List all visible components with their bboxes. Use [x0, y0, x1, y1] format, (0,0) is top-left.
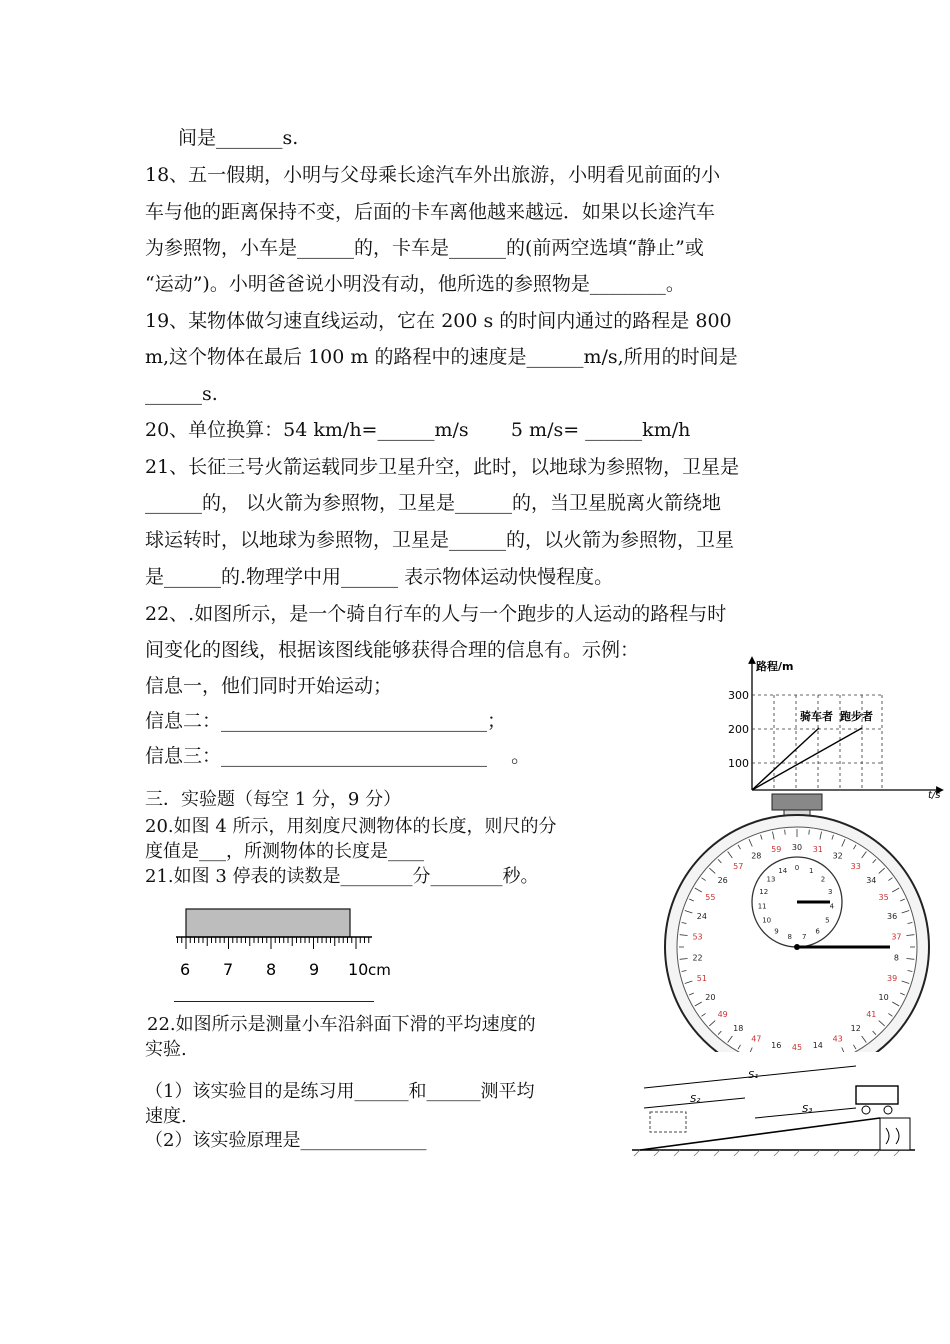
stopwatch-outer-label: 57 — [733, 862, 744, 872]
incline-s2: S₂ — [690, 1094, 701, 1105]
stopwatch-outer-label: 53 — [692, 932, 703, 942]
graph-ytick-200: 200 — [728, 723, 749, 736]
stopwatch-question: 21.如图 3 停表的读数是________分________秒。 — [145, 866, 539, 887]
stopwatch-outer-label: 49 — [717, 1009, 728, 1019]
ruler-tick-8: 8 — [266, 960, 277, 979]
stopwatch-inner-label: 0 — [794, 864, 800, 872]
stopwatch-outer-label: 30 — [791, 843, 803, 852]
stopwatch-inner-label: 5 — [825, 916, 830, 925]
graph-series-runner: 跑步者 — [840, 710, 873, 723]
line-6: 19、某物体做匀速直线运动，它在 200 s 的时间内通过的路程是 800 — [145, 310, 732, 332]
stopwatch-outer-label: 12 — [850, 1023, 861, 1033]
stopwatch-inner-label: 7 — [802, 933, 807, 942]
ruler-question-2: 度值是___，所测物体的长度是____ — [145, 841, 424, 862]
cyclist-line — [752, 728, 819, 790]
stopwatch-inner-label: 6 — [815, 927, 820, 936]
answer-underline — [174, 1001, 374, 1002]
stopwatch-outer-label: 39 — [887, 973, 898, 983]
ruler-tick-6: 6 — [180, 960, 191, 979]
stopwatch-outer-label: 33 — [850, 862, 861, 872]
stopwatch-outer-label: 31 — [812, 845, 823, 855]
stopwatch-outer-label: 10 — [878, 993, 889, 1002]
stopwatch-inner-label: 12 — [759, 888, 769, 897]
line-1: 间是_______s. — [178, 127, 299, 149]
line-15: 间变化的图线，根据该图线能够获得合理的信息有。示例： — [145, 639, 640, 661]
stopwatch-outer-label: 34 — [866, 876, 877, 886]
stopwatch-outer-label: 8 — [893, 953, 899, 963]
line-11: ______的， 以火箭为参照物，卫星是______的，当卫星脱离火箭绕地 — [145, 492, 722, 514]
stopwatch-outer-label: 36 — [887, 912, 898, 922]
incline-s1: S₁ — [748, 1070, 759, 1081]
line-9: 20、单位换算：54 km/h=______m/s 5 m/s= ______km/h — [145, 419, 691, 441]
graph-ytick-300: 300 — [728, 689, 749, 702]
stopwatch-outer-label: 14 — [812, 1040, 823, 1050]
graph-xlabel: t/s — [928, 790, 941, 800]
ruler-question-1: 20.如图 4 所示，用刻度尺测物体的长度，则尺的分 — [145, 816, 557, 837]
stopwatch-outer-label: 22 — [692, 953, 703, 963]
line-12: 球运转时，以地球为参照物，卫星是______的，以火箭为参照物，卫星 — [145, 529, 735, 551]
stopwatch-inner-label: 11 — [757, 902, 767, 911]
stopwatch-figure — [660, 790, 935, 1052]
stopwatch-outer-label: 55 — [705, 893, 716, 902]
line-7: m,这个物体在最后 100 m 的路程中的速度是______m/s,所用的时间是 — [145, 346, 738, 368]
stopwatch-inner-label: 13 — [766, 875, 776, 884]
ruler-tick-7: 7 — [223, 960, 234, 979]
line-13: 是______的.物理学中用______ 表示物体运动快慢程度。 — [145, 566, 614, 588]
line-18: 信息三：____________________________ 。 — [145, 745, 531, 767]
stopwatch-inner-label: 10 — [762, 916, 772, 925]
ruler-tick-9: 9 — [309, 960, 320, 979]
stopwatch-outer-label: 18 — [733, 1023, 744, 1033]
stopwatch-outer-label: 51 — [696, 973, 707, 983]
ruler-unit: cm — [368, 961, 391, 979]
graph-series-cyclist: 骑车者 — [800, 710, 833, 723]
stopwatch-outer-label: 35 — [878, 893, 889, 902]
graph-ytick-100: 100 — [728, 757, 749, 770]
incline-sub-1b: 速度. — [145, 1106, 187, 1127]
stopwatch-inner-label: 8 — [787, 933, 792, 942]
section-heading: 三．实验题（每空 1 分，9 分） — [145, 789, 402, 810]
stopwatch-inner-label: 2 — [820, 875, 826, 884]
incline-sub-1: （1）该实验目的是练习用______和______测平均 — [145, 1081, 535, 1102]
line-4: 为参照物，小车是______的，卡车是______的(前两空选填“静止”或 — [145, 237, 704, 259]
stopwatch-outer-label: 41 — [866, 1009, 877, 1019]
line-10: 21、长征三号火箭运载同步卫星升空，此时，以地球为参照物，卫星是 — [145, 456, 740, 478]
stopwatch-outer-label: 59 — [771, 845, 782, 855]
cart — [856, 1086, 898, 1104]
stopwatch-outer-label: 43 — [832, 1034, 843, 1044]
runner-line — [752, 728, 862, 790]
incline-question-2: 实验. — [145, 1039, 187, 1060]
stopwatch-outer-label: 32 — [832, 851, 843, 861]
stopwatch-inner-label: 4 — [829, 902, 835, 911]
stopwatch-outer-label: 47 — [751, 1034, 762, 1044]
incline-question-1: 22.如图所示是测量小车沿斜面下滑的平均速度的 — [147, 1014, 536, 1035]
stopwatch-outer-label: 45 — [791, 1043, 803, 1052]
stopwatch-inner-label: 3 — [828, 888, 833, 897]
distance-time-graph — [722, 650, 947, 800]
stopwatch-inner-label: 1 — [809, 867, 814, 876]
line-14: 22、.如图所示，是一个骑自行车的人与一个跑步的人运动的路程与时 — [145, 603, 727, 625]
stopwatch-inner-label: 9 — [774, 927, 779, 936]
stopwatch-outer-label: 37 — [891, 932, 902, 942]
ruler-figure — [168, 905, 403, 985]
stopwatch-outer-label: 16 — [771, 1040, 782, 1050]
stopwatch-outer-label: 26 — [717, 876, 728, 886]
incline-figure — [630, 1058, 920, 1158]
line-16: 信息一，他们同时开始运动； — [145, 675, 393, 697]
measured-object — [186, 909, 350, 937]
line-3: 车与他的距离保持不变，后面的卡车离他越来越远．如果以长途汽车 — [145, 201, 716, 223]
incline-s3: S₃ — [802, 1104, 813, 1115]
graph-ylabel: 路程/m — [756, 660, 794, 673]
stopwatch-outer-label: 24 — [696, 912, 707, 922]
cart-start-outline — [650, 1112, 686, 1132]
incline-sub-2: （2）该实验原理是______________ — [145, 1130, 427, 1151]
line-5: “运动”)。小明爸爸说小明没有动，他所选的参照物是________。 — [145, 273, 685, 295]
line-8: ______s. — [145, 383, 218, 405]
stopwatch-inner-label: 14 — [778, 867, 788, 876]
ruler-tick-10: 10 — [348, 960, 369, 979]
stopwatch-outer-label: 20 — [705, 993, 716, 1002]
stopwatch-outer-label: 28 — [751, 851, 762, 861]
line-17: 信息二：____________________________； — [145, 710, 507, 732]
line-2: 18、五一假期，小明与父母乘长途汽车外出旅游，小明看见前面的小 — [145, 164, 721, 186]
